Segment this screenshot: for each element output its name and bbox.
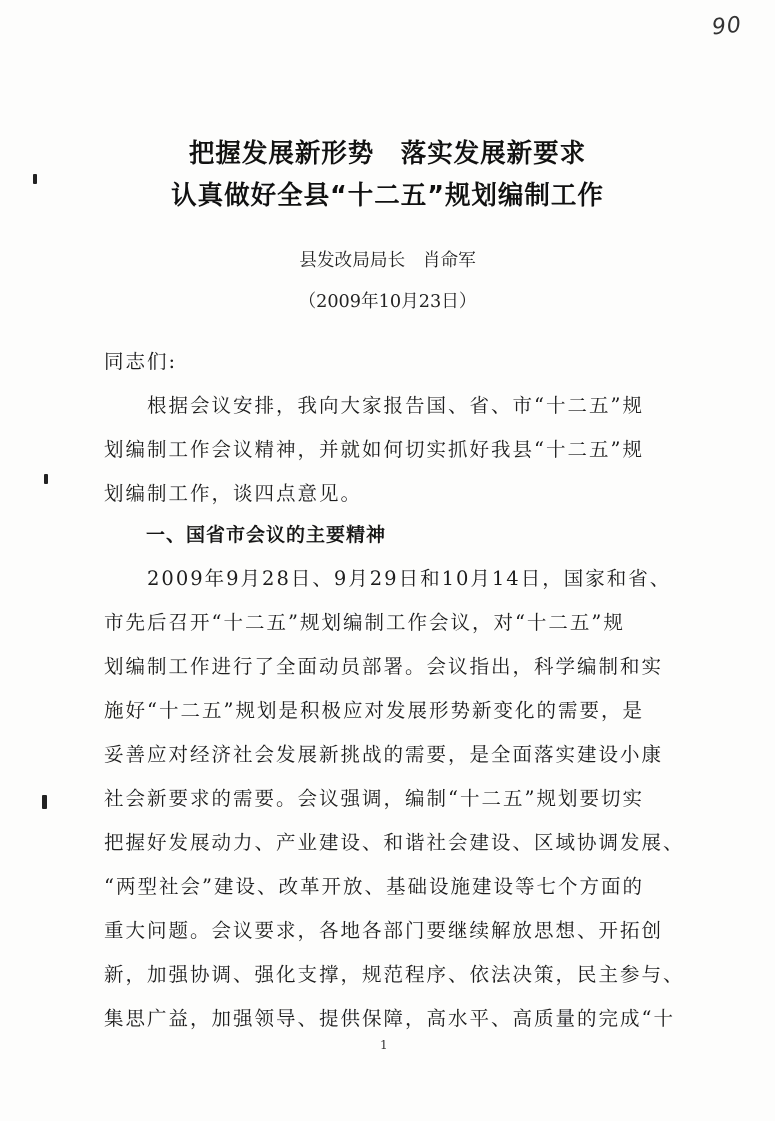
body-line: 集思广益，加强领导、提供保障，高水平、高质量的完成“十 <box>104 1007 675 1030</box>
body-line: 市先后召开“十二五”规划编制工作会议，对“十二五”规 <box>104 611 625 634</box>
intro-line: 根据会议安排，我向大家报告国、省、市“十二五”规 <box>104 394 644 417</box>
salutation: 同志们: <box>104 350 178 373</box>
page-number: 1 <box>380 1038 388 1052</box>
body-line: 重大问题。会议要求，各地各部门要继续解放思想、开拓创 <box>104 919 664 942</box>
margin-mark <box>44 474 48 484</box>
date-line: （2009年10月23日） <box>298 291 477 312</box>
body-line: 新，加强协调、强化支撑，规范程序、依法决策，民主参与、 <box>104 963 685 986</box>
body-line: “两型社会”建设、改革开放、基础设施建设等七个方面的 <box>104 875 644 898</box>
author-line: 县发改局局长 肖命军 <box>299 250 476 271</box>
document-title-line-2: 认真做好全县“十二五”规划编制工作 <box>171 181 604 211</box>
margin-mark <box>42 795 47 809</box>
section-heading: 一、国省市会议的主要精神 <box>126 524 387 546</box>
document-title-line-1: 把握发展新形势 落实发展新要求 <box>188 139 587 169</box>
body-line: 社会新要求的需要。会议强调，编制“十二五”规划要切实 <box>104 787 644 810</box>
handwritten-page-mark: 90 <box>710 12 744 41</box>
body-line: 划编制工作进行了全面动员部署。会议指出，科学编制和实 <box>104 655 664 678</box>
body-line: 2009年9月28日、9月29日和10月14日，国家和省、 <box>104 567 672 590</box>
intro-line: 划编制工作，谈四点意见。 <box>104 482 363 505</box>
body-line: 妥善应对经济社会发展新挑战的需要，是全面落实建设小康 <box>104 743 664 766</box>
body-line: 把握好发展动力、产业建设、和谐社会建设、区域协调发展、 <box>104 831 685 854</box>
intro-line: 划编制工作会议精神，并就如何切实抓好我县“十二五”规 <box>104 438 644 461</box>
body-line: 施好“十二五”规划是积极应对发展形势新变化的需要，是 <box>104 699 644 722</box>
